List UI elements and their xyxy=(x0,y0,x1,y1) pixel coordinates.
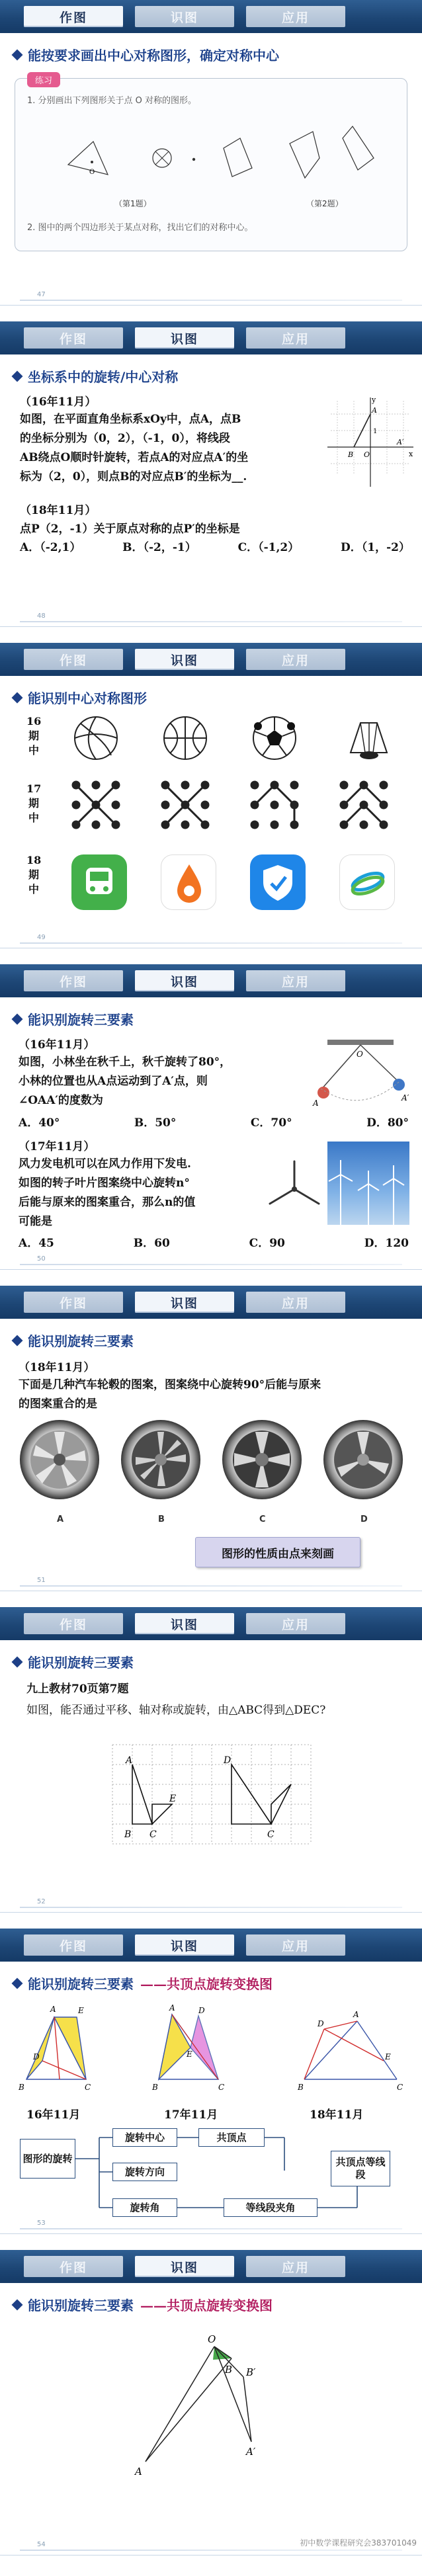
rotation-figures xyxy=(13,2001,410,2100)
wheel-label-d: D xyxy=(360,1515,368,1524)
svg-text:A: A xyxy=(372,406,377,415)
slide-heading xyxy=(13,1974,273,1993)
footer-line xyxy=(20,1585,402,1587)
row-label-17: 17期中 xyxy=(26,782,42,824)
page-number: 52 xyxy=(37,1898,46,1905)
svg-text:B: B xyxy=(348,450,354,459)
problem-1-text: 如图，小林坐在秋千上，秋千旋转了80°， 小林的位置也从A点运动到了A′点，则 ∠OAA′的度数为 xyxy=(19,1056,232,1107)
bus-app-icon xyxy=(71,854,127,910)
footer-line xyxy=(20,1264,402,1265)
option-a: A．（-2,1） xyxy=(20,541,81,554)
top-nav xyxy=(0,964,422,997)
basketball-icon xyxy=(164,717,206,759)
footer-line xyxy=(20,300,402,301)
slide-heading xyxy=(13,1331,134,1350)
page-number: 50 xyxy=(37,1255,46,1263)
row-label-18: 18期中 xyxy=(26,854,42,895)
heading-text: 能识别旋转三要素 xyxy=(28,2298,134,2313)
swing-figure xyxy=(308,1036,413,1108)
common-vertex-figure xyxy=(132,2328,304,2487)
tab-recognize[interactable]: 识图 xyxy=(135,1613,234,1634)
svg-text:A: A xyxy=(135,2466,142,2477)
tab-recognize[interactable]: 识图 xyxy=(135,1292,234,1313)
svg-text:x: x xyxy=(409,450,413,458)
footer-line xyxy=(20,2228,402,2229)
caption-fig-2: （第2题） xyxy=(306,199,343,208)
svg-text:E: E xyxy=(78,2006,84,2015)
shield-app-icon xyxy=(250,854,306,910)
tab-drawing[interactable]: 作图 xyxy=(24,2256,123,2277)
tab-recognize[interactable]: 识图 xyxy=(135,1934,234,1956)
svg-text:D: D xyxy=(224,1755,232,1766)
svg-text:A′: A′ xyxy=(397,438,404,446)
problem-1-title: （16年11月） xyxy=(20,395,97,409)
footer-line xyxy=(20,621,402,622)
svg-text:A′: A′ xyxy=(401,1093,409,1102)
slide-4 xyxy=(0,964,422,1270)
heading-text: 能识别旋转三要素 xyxy=(28,1976,134,1992)
top-nav xyxy=(0,1929,422,1962)
caption-fig-1: （第1题） xyxy=(114,199,151,208)
svg-text:D: D xyxy=(317,2019,324,2028)
diamond-icon xyxy=(12,49,23,60)
top-nav xyxy=(0,1607,422,1640)
triangle-grid-figure xyxy=(106,1738,317,1850)
tab-drawing[interactable]: 作图 xyxy=(24,6,123,27)
svg-text:B′: B′ xyxy=(246,2366,256,2378)
row-label-16: 16期中 xyxy=(26,715,42,757)
svg-text:A: A xyxy=(126,1755,133,1766)
page-number: 51 xyxy=(37,1577,46,1584)
wheel-label-a: A xyxy=(57,1515,64,1524)
svg-text:D: D xyxy=(33,2052,40,2061)
top-nav xyxy=(0,643,422,676)
diamond-icon xyxy=(12,1013,23,1024)
heading-text: 能识别旋转三要素 xyxy=(28,1012,134,1028)
tab-apply[interactable]: 应用 xyxy=(246,1613,345,1634)
flow-box-angle: 旋转角 xyxy=(112,2198,177,2217)
tab-drawing[interactable]: 作图 xyxy=(24,970,123,991)
tab-recognize[interactable]: 识图 xyxy=(135,6,234,27)
problem-1-text: 如图，在平面直角坐标系xOy中，点A，点B 的坐标分别为（0，2），（-1，0），将线段 AB绕点O顺时针旋转，若点A的对应点A′的坐 标为（2，0），则点B的对应点B′的坐标为__. xyxy=(20,413,249,483)
heading-text: 能识别中心对称图形 xyxy=(28,690,147,706)
coordinate-figure xyxy=(324,394,417,493)
dot-pattern-d-icon xyxy=(341,782,387,828)
option-d: D．（1，-2） xyxy=(341,541,410,554)
page-number: 48 xyxy=(37,612,46,620)
question-2: 2. 图中的两个四边形关于某点对称，找出它们的对称中心。 xyxy=(27,223,253,233)
slide-heading xyxy=(13,45,279,64)
svg-text:1: 1 xyxy=(373,428,378,435)
slide-2 xyxy=(0,321,422,627)
tab-apply[interactable]: 应用 xyxy=(246,6,345,27)
tab-drawing[interactable]: 作图 xyxy=(24,1613,123,1634)
footer-line xyxy=(20,2550,402,2551)
option-b: B．60 xyxy=(133,1237,170,1250)
problem-1-options xyxy=(19,1114,409,1133)
watermark: 初中数学课程研究会383701049 xyxy=(300,2538,417,2548)
svg-text:C: C xyxy=(149,1829,157,1840)
caption-17: 17年11月 xyxy=(164,2108,218,2122)
top-nav xyxy=(0,0,422,33)
svg-text:B: B xyxy=(124,1829,132,1840)
slide-heading xyxy=(13,1652,134,1671)
diamond-icon xyxy=(12,1977,23,1989)
heading-text: 坐标系中的旋转/中心对称 xyxy=(28,369,179,385)
svg-text:D: D xyxy=(198,2006,205,2015)
china-mobile-app-icon xyxy=(339,854,395,910)
heading-text: 能按要求画出中心对称图形，确定对称中心 xyxy=(28,48,279,63)
svg-text:O: O xyxy=(364,450,370,459)
svg-text:A: A xyxy=(353,2010,359,2019)
problem-2-title: （18年11月） xyxy=(20,504,97,517)
flow-box-result: 共顶点等线段 xyxy=(331,2151,390,2186)
footer-line xyxy=(20,1907,402,1908)
top-nav xyxy=(0,2250,422,2283)
problem-2-options xyxy=(20,538,410,558)
slide-heading xyxy=(13,366,178,386)
dot-pattern-b-icon xyxy=(162,782,208,828)
svg-text:B: B xyxy=(19,2083,24,2092)
tab-drawing[interactable]: 作图 xyxy=(24,327,123,349)
diamond-icon xyxy=(12,692,23,703)
turbine-blades-icon xyxy=(265,1156,324,1222)
tab-drawing[interactable]: 作图 xyxy=(24,649,123,670)
footer-line xyxy=(20,942,402,944)
problem-2-options xyxy=(19,1234,409,1253)
svg-text:E: E xyxy=(169,1794,177,1804)
option-a: A．45 xyxy=(19,1237,54,1250)
tab-apply[interactable]: 应用 xyxy=(246,649,345,670)
problem-1-title: （16年11月） xyxy=(19,1038,95,1052)
tab-recognize[interactable]: 识图 xyxy=(135,2256,234,2277)
diamond-icon xyxy=(12,1656,23,1667)
tab-apply[interactable]: 应用 xyxy=(246,327,345,349)
question-1: 1. 分别画出下列图形关于点 O 对称的图形。 xyxy=(27,96,197,106)
diamond-icon xyxy=(12,2299,23,2310)
option-b: B．（-2，-1） xyxy=(122,541,196,554)
caption-18: 18年11月 xyxy=(310,2108,364,2122)
slide-7 xyxy=(0,1929,422,2234)
slide-heading xyxy=(13,688,147,707)
svg-text:A: A xyxy=(169,2003,175,2013)
svg-text:C: C xyxy=(85,2083,91,2092)
slide-3 xyxy=(0,643,422,948)
wind-farm-photo xyxy=(327,1142,409,1225)
wheel-label-c: C xyxy=(259,1515,266,1524)
flow-box-equal-segments: 等线段夹角 xyxy=(224,2198,317,2217)
wheel-b-icon xyxy=(121,1420,200,1499)
caption-16: 16年11月 xyxy=(26,2108,81,2122)
wheel-label-b: B xyxy=(158,1515,165,1524)
tab-apply[interactable]: 应用 xyxy=(246,970,345,991)
wheel-a-icon xyxy=(20,1420,99,1499)
top-nav xyxy=(0,1286,422,1319)
volleyball-icon xyxy=(75,717,117,759)
flow-box-rotation: 图形的旋转 xyxy=(20,2139,75,2179)
wheel-options xyxy=(13,1415,410,1514)
option-b: B．50° xyxy=(134,1116,177,1130)
exercise-tag: 练习 xyxy=(27,72,60,87)
page-number: 49 xyxy=(37,934,46,941)
exercise-figures xyxy=(42,112,392,204)
problem-2-text: 风力发电机可以在风力作用下发电. 如图的转子叶片图案绕中心旋转n° 后能与原来的图案重合，那么n的值 可能是 xyxy=(19,1157,196,1228)
option-c: C．90 xyxy=(249,1237,285,1250)
svg-text:C: C xyxy=(267,1829,274,1840)
tab-drawing[interactable]: 作图 xyxy=(24,1292,123,1313)
svg-text:B: B xyxy=(225,2364,233,2376)
tab-drawing[interactable]: 作图 xyxy=(24,1934,123,1956)
svg-text:E: E xyxy=(187,2050,192,2059)
soccer-ball-icon xyxy=(253,717,296,759)
dot-pattern-c-icon xyxy=(251,782,298,828)
diamond-icon xyxy=(12,1335,23,1346)
svg-text:O: O xyxy=(357,1050,363,1059)
diamond-icon xyxy=(12,370,23,382)
svg-text:y: y xyxy=(372,395,376,404)
tab-recognize[interactable]: 识图 xyxy=(135,327,234,349)
page-number: 54 xyxy=(37,2541,46,2548)
option-d: D．120 xyxy=(364,1237,409,1250)
problem-text: 下面是几种汽车轮毂的图案，图案绕中心旋转90°后能与原来 的图案重合的是 xyxy=(19,1378,321,1411)
ball-row xyxy=(66,713,410,766)
exercise-box xyxy=(15,78,407,251)
option-a: A．40° xyxy=(19,1116,60,1130)
svg-text:O: O xyxy=(208,2333,216,2345)
flow-box-common-vertex: 共顶点 xyxy=(198,2128,265,2147)
pattern-row xyxy=(66,775,410,841)
dot-pattern-a-icon xyxy=(73,782,119,828)
flow-box-direction: 旋转方向 xyxy=(112,2163,177,2181)
problem-2-text: 点P（2，-1）关于原点对称的点P′的坐标是 xyxy=(20,522,240,536)
option-c: C．（-1,2） xyxy=(237,541,300,554)
tab-apply[interactable]: 应用 xyxy=(246,2256,345,2277)
svg-text:A′: A′ xyxy=(246,2446,256,2458)
problem-2-title: （17年11月） xyxy=(19,1140,95,1153)
point-o-label: O xyxy=(89,169,95,176)
svg-text:B: B xyxy=(152,2083,158,2092)
heading-text: 能识别旋转三要素 xyxy=(28,1333,134,1349)
heading-subtitle: ——共顶点旋转变换图 xyxy=(140,2298,273,2313)
heading-subtitle: ——共顶点旋转变换图 xyxy=(140,1976,273,1992)
svg-text:A: A xyxy=(313,1099,319,1108)
tab-recognize[interactable]: 识图 xyxy=(135,970,234,991)
slide-8 xyxy=(0,2250,422,2555)
option-d: D．80° xyxy=(366,1116,409,1130)
option-c: C．70° xyxy=(250,1116,292,1130)
svg-text:C: C xyxy=(397,2083,403,2092)
tab-apply[interactable]: 应用 xyxy=(246,1934,345,1956)
heading-text: 能识别旋转三要素 xyxy=(28,1655,134,1671)
svg-text:B: B xyxy=(298,2083,304,2092)
svg-text:C: C xyxy=(218,2083,225,2092)
tab-recognize[interactable]: 识图 xyxy=(135,649,234,670)
problem-text: 如图，能否通过平移、轴对称或旋转，由△ABC得到△DEC? xyxy=(26,1704,326,1717)
slide-6 xyxy=(0,1607,422,1913)
page-number: 53 xyxy=(37,2220,46,2227)
slide-heading xyxy=(13,1009,134,1028)
svg-text:E: E xyxy=(385,2052,391,2061)
drop-app-icon xyxy=(161,854,216,910)
wheel-d-icon xyxy=(323,1420,403,1499)
problem-title: 九上教材70页第7题 xyxy=(26,1683,129,1696)
shuttlecock-icon xyxy=(351,723,387,759)
top-nav xyxy=(0,321,422,354)
problem-title: （18年11月） xyxy=(19,1361,95,1374)
tab-apply[interactable]: 应用 xyxy=(246,1292,345,1313)
svg-text:A: A xyxy=(50,2005,56,2014)
slide-1 xyxy=(0,0,422,306)
slide-heading xyxy=(13,2295,273,2314)
wheel-c-icon xyxy=(222,1420,302,1499)
slide-5 xyxy=(0,1286,422,1591)
flow-box-center: 旋转中心 xyxy=(112,2128,177,2147)
page-number: 47 xyxy=(37,291,46,298)
callout-box: 图形的性质由点来刻画 xyxy=(195,1537,360,1567)
